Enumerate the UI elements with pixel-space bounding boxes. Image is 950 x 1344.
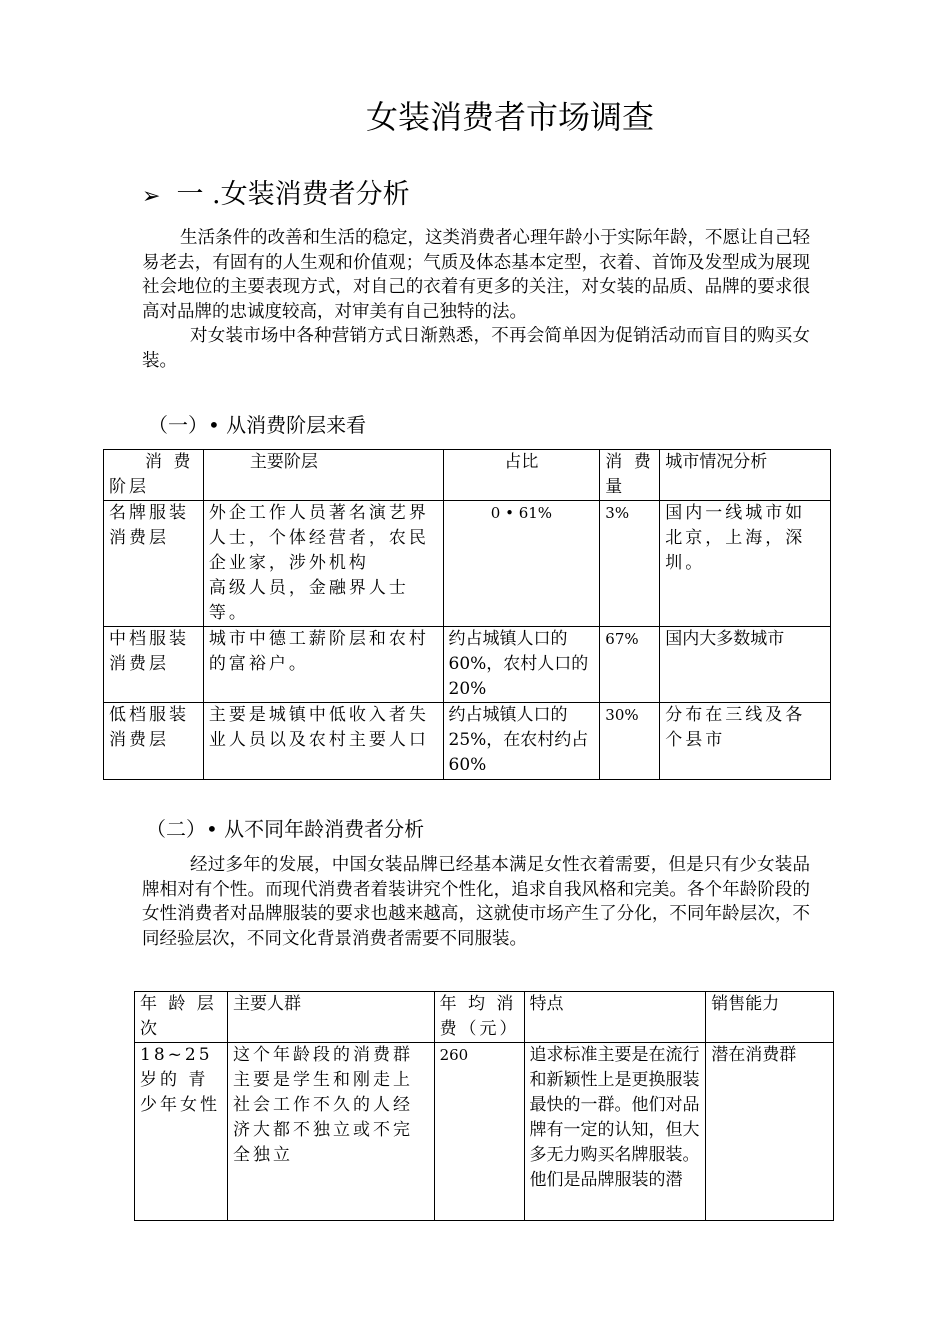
table-cell: 30% (600, 703, 660, 780)
header-cell: 主要阶层 (203, 450, 443, 501)
table-cell: 中档服装消费层 (104, 627, 204, 703)
subheading-age-groups: （二）• 从不同年龄消费者分析 (146, 817, 425, 841)
header-cell: 年 均 消费（元） (434, 992, 524, 1043)
table-cell: 260 (434, 1043, 524, 1221)
paragraph-2: 对女装市场中各种营销方式日渐熟悉，不再会简单因为促销活动而盲目的购买女装。 (142, 326, 810, 371)
table-header-row (135, 992, 834, 1043)
table-cell: 18~25 岁的 青 少年女性 (135, 1043, 228, 1221)
table-cell: 名牌服装消费层 (104, 501, 204, 627)
table-cell: 外企工作人员著名演艺界人士，个体经营者，农民企业家，涉外机构 高级人员，金融界人士等。 (203, 501, 443, 627)
header-cell: 销售能力 (706, 992, 834, 1043)
header-cell: 主要人群 (227, 992, 434, 1043)
header-cell: 消 费量 (600, 450, 660, 501)
section-heading-text: 一 .女装消费者分析 (176, 179, 410, 210)
header-cell: 占比 (443, 450, 600, 501)
table-cell: 追求标准主要是在流行和新颖性上是更换服装最快的一群。他们对品牌有一定的认知，但大多无力购买名牌服装。他们是品牌服装的潜 (524, 1043, 706, 1221)
age-group-table (134, 991, 834, 1221)
table-row (104, 703, 831, 780)
header-cell: 城市情况分析 (660, 450, 831, 501)
table-cell: 城市中德工薪阶层和农村的富裕户。 (203, 627, 443, 703)
section-heading (142, 172, 410, 211)
table-row (104, 501, 831, 627)
paragraph-1: 生活条件的改善和生活的稳定，这类消费者心理年龄小于实际年龄，不愿让自己轻易老去，有固有的人生观和价值观；气质及体态基本定型，衣着、首饰及发型成为展现社会地位的主要表现方式，对自己的衣着有更多的关注，对女装的品质、品牌的要求很高对品牌的忠诚度较高，对审美有自己独特的法。 (142, 228, 810, 322)
table-cell: 潜在消费群 (706, 1043, 834, 1221)
table-cell: 67% (600, 627, 660, 703)
table-cell: 主要是城镇中低收入者失业人员以及农村主要人口 (203, 703, 443, 780)
paragraph-3: 经过多年的发展，中国女装品牌已经基本满足女性衣着需要，但是只有少女装品牌相对有个性。而现代消费者着装讲究个性化，追求自我风格和完美。各个年龄阶段的女性消费者对品牌服装的要求也越来越高，这就使市场产生了分化，不同年龄层次，不同经验层次，不同文化背景消费者需要不同服装。 (142, 855, 810, 949)
table-cell: 低档服装消费层 (104, 703, 204, 780)
subheading-consumption-tier: （一）• 从消费阶层来看 (148, 413, 367, 437)
table-cell: 这个年龄段的消费群主要是学生和刚走上社会工作不久的人经济大都不独立或不完全独立 (227, 1043, 434, 1221)
table-row (135, 1043, 834, 1221)
table-row (104, 627, 831, 703)
arrow-bullet-icon: ➢ (142, 184, 161, 209)
header-cell: 消 费阶层 (104, 450, 204, 501)
table-cell: 国内一线城市如北京，上海，深圳。 (660, 501, 831, 627)
table-cell: 分布在三线及各个县市 (660, 703, 831, 780)
table-header-row (104, 450, 831, 501)
table-cell: 3% (600, 501, 660, 627)
header-cell: 特点 (524, 992, 706, 1043)
table-cell: 约占城镇人口的60%，农村人口的20% (443, 627, 600, 703)
table-cell: 0 • 61% (443, 501, 600, 627)
table-cell: 约占城镇人口的25%，在农村约占60% (443, 703, 600, 780)
consumption-tier-table (103, 449, 831, 780)
header-cell: 年 龄 层次 (135, 992, 228, 1043)
document-title: 女装消费者市场调查 (365, 98, 654, 136)
table-cell: 国内大多数城市 (660, 627, 831, 703)
